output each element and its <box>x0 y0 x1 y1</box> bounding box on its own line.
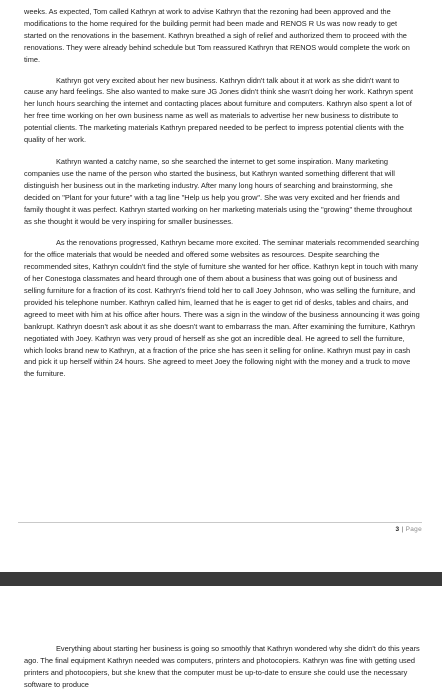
paragraph-5: Everything about starting her business is going so smoothly that Kathryn wondered why she didn't do this years ago. The final equipment Kathryn needed was computers, printers and photocopiers. Kathryn was fine with getting used printers and photocopiers, but she knew that the computer must be up-to-date to ensure she could use the necessary software to produce <box>24 644 420 689</box>
paragraph-3: Kathryn wanted a catchy name, so she searched the internet to get some inspiration. Many marketing companies use the name of the person who started the business, but Kathryn wanted something different that will distinguish her business out in the marketing industry. After many long hours of searching and brainstorming, she decided on "Plant for your future" with a tag line "Help us help you grow". She was very excited and her friends and family thought it was perfect. Kathryn started working on her marketing materials using the "growing" theme throughout as she thought it would be very inspiring for smaller businesses. <box>24 156 413 226</box>
page-number-label: Page <box>405 526 422 533</box>
page-body <box>24 6 420 380</box>
paragraph-1: weeks. As expected, Tom called Kathryn at work to advise Kathryn that the rezoning had been approved and the modifications to the home required for the building permit had been made and RENOS R Us was now ready to get started on the renovations in the basement. Kathryn breathed a sigh of relief and authorized them to proceed with the renovations. They were already behind schedule but Tom reassured Kathryn that RENOS would complete the work on time. <box>24 7 410 64</box>
page-number-separator: | <box>399 526 406 533</box>
page-body-2 <box>24 643 420 691</box>
page-break-divider <box>0 572 442 586</box>
document-page-4 <box>0 586 442 700</box>
paragraph-4: As the renovations progressed, Kathryn became more excited. The seminar materials recommended searching for the office materials that would be needed and offered some websites as resources. Despite searching the recommended sites, Kathryn couldn't find the style of furniture she wanted for her office. Kathryn kept in touch with many of her Conestoga classmates and heard through one of them about a business that was going out of business and selling furniture for a fraction of its cost. Kathryn's friend told her to call Joey Johnson, who was selling the furniture, and provided his telephone number. Kathryn called him, learned that he is eager to get rid of desks, tables and chairs, and agreed to meet with him at his office after hours. There was a sign in the window of the business announcing it was going bankrupt. Kathryn doesn't ask about it as she doesn't want to embarrass the man. After examining the furniture, Kathryn negotiated with Joey. Kathryn was very proud of herself as she got an incredible deal. He agreed to sell the furniture, which looks brand new to Kathryn, at a fraction of the price she has seen it selling for online. Kathryn must pay in cash and pick it up herself within 24 hours. She agreed to meet Joey the following night with the money and a truck to move the furniture. <box>24 238 420 379</box>
paragraph-2: Kathryn got very excited about her new business. Kathryn didn't talk about it at work as she didn't want to cause any hard feelings. She also wanted to make sure JG Jones didn't think she wasn't doing her work. Kathryn spent her lunch hours searching the internet and contacting places about furniture and computers. Kathryn also spent a lot of her free time working on her own business name as well as materials to advertise her new business to distribute to potential clients. The marketing materials Kathryn prepared needed to be perfect to impress potential clients with the quality of her work. <box>24 75 413 145</box>
page-number-value: 3 <box>395 526 400 533</box>
page-number <box>395 526 422 533</box>
footer-rule <box>18 522 422 523</box>
